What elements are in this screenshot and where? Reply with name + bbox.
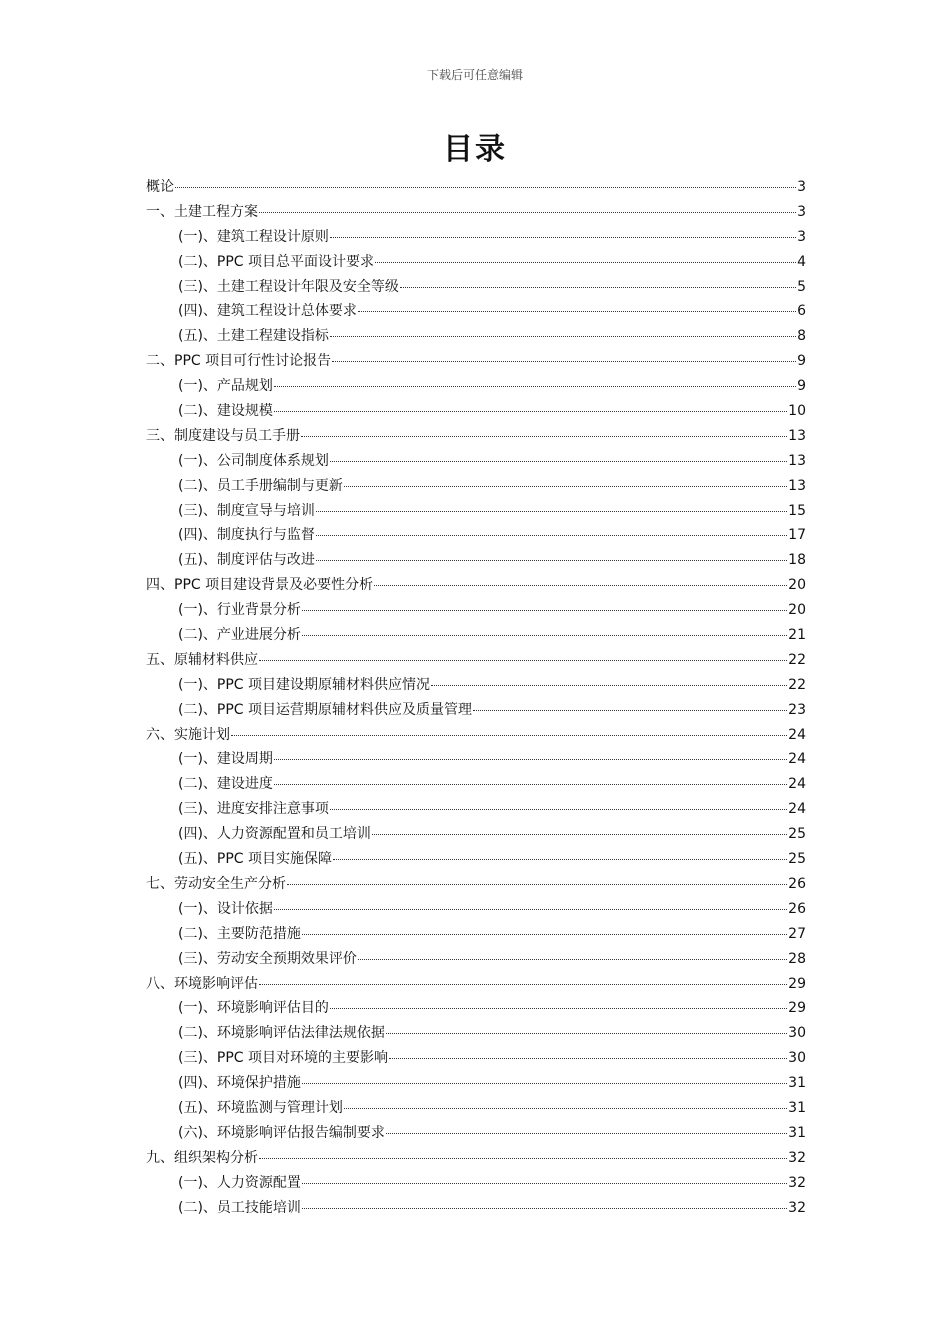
dot-leader xyxy=(259,211,796,213)
toc-entry-label: (三)、劳动安全预期效果评价 xyxy=(178,950,357,967)
toc-entry-label: (二)、建设规模 xyxy=(178,403,273,420)
toc-entry-page-number: 8 xyxy=(797,328,806,345)
dot-leader xyxy=(358,958,787,960)
toc-entry-label: (二)、员工手册编制与更新 xyxy=(178,477,343,494)
dot-leader xyxy=(332,360,796,362)
toc-entry-page-number: 9 xyxy=(797,378,806,395)
toc-entry[interactable] xyxy=(146,1121,806,1146)
toc-entry-page-number: 10 xyxy=(788,403,806,420)
toc-entry-page-number: 28 xyxy=(788,950,806,967)
toc-entry-page-number: 21 xyxy=(788,627,806,644)
toc-entry[interactable] xyxy=(146,424,806,449)
toc-entry-page-number: 26 xyxy=(788,900,806,917)
dot-leader xyxy=(274,908,787,910)
dot-leader xyxy=(386,1032,787,1034)
toc-entry[interactable] xyxy=(146,872,806,897)
toc-entry-label: (二)、建设进度 xyxy=(178,776,273,793)
toc-entry-label: (二)、主要防范措施 xyxy=(178,925,301,942)
dot-leader xyxy=(330,808,787,810)
toc-entry[interactable] xyxy=(146,972,806,997)
toc-entry[interactable] xyxy=(146,1171,806,1196)
toc-entry-page-number: 29 xyxy=(788,1000,806,1017)
toc-entry-label: 三、制度建设与员工手册 xyxy=(146,427,300,444)
toc-entry-page-number: 24 xyxy=(788,751,806,768)
dot-leader xyxy=(259,983,787,985)
toc-entry-label: (四)、建筑工程设计总体要求 xyxy=(178,303,357,320)
toc-entry-label: 四、PPC 项目建设背景及必要性分析 xyxy=(146,577,374,594)
toc-entry-label: (一)、行业背景分析 xyxy=(178,602,301,619)
toc-entry-page-number: 27 xyxy=(788,925,806,942)
toc-entry-page-number: 22 xyxy=(788,651,806,668)
toc-entry[interactable] xyxy=(146,324,806,349)
toc-entry[interactable] xyxy=(146,673,806,698)
dot-leader xyxy=(344,485,787,487)
dot-leader xyxy=(316,559,787,561)
toc-entry-page-number: 32 xyxy=(788,1174,806,1191)
toc-entry[interactable] xyxy=(146,797,806,822)
toc-entry-page-number: 3 xyxy=(797,203,806,220)
toc-entry[interactable] xyxy=(146,374,806,399)
toc-entry[interactable] xyxy=(146,598,806,623)
page-header: 下载后可任意编辑 xyxy=(426,68,523,82)
toc-entry-label: (一)、人力资源配置 xyxy=(178,1174,301,1191)
dot-leader xyxy=(301,435,787,437)
toc-entry[interactable] xyxy=(146,1021,806,1046)
dot-leader xyxy=(386,1132,787,1134)
toc-entry[interactable] xyxy=(146,1046,806,1071)
toc-entry-label: 七、劳动安全生产分析 xyxy=(146,875,286,892)
document-title: 目录 xyxy=(443,132,507,167)
dot-leader xyxy=(330,1007,787,1009)
dot-leader xyxy=(330,460,787,462)
toc-entry-page-number: 5 xyxy=(797,278,806,295)
dot-leader xyxy=(333,858,787,860)
dot-leader xyxy=(231,734,787,736)
toc-entry[interactable] xyxy=(146,1146,806,1171)
toc-entry[interactable] xyxy=(146,573,806,598)
toc-entry-label: (二)、员工技能培训 xyxy=(178,1199,301,1216)
toc-entry-page-number: 30 xyxy=(788,1025,806,1042)
toc-entry-page-number: 24 xyxy=(788,726,806,743)
toc-entry-label: (二)、PPC 项目运营期原辅材料供应及质量管理 xyxy=(178,701,473,718)
dot-leader xyxy=(316,534,787,536)
dot-leader xyxy=(274,385,796,387)
toc-entry[interactable] xyxy=(146,996,806,1021)
dot-leader xyxy=(344,1107,787,1109)
toc-entry-page-number: 31 xyxy=(788,1124,806,1141)
toc-entry-label: (一)、建设周期 xyxy=(178,751,273,768)
toc-entry-label: (一)、环境影响评估目的 xyxy=(178,1000,329,1017)
toc-entry-page-number: 6 xyxy=(797,303,806,320)
table-of-contents xyxy=(146,175,806,1220)
dot-leader xyxy=(330,236,796,238)
dot-leader xyxy=(389,1057,787,1059)
toc-entry[interactable] xyxy=(146,499,806,524)
toc-entry[interactable] xyxy=(146,399,806,424)
dot-leader xyxy=(302,609,787,611)
toc-entry-label: (五)、PPC 项目实施保障 xyxy=(178,851,333,868)
toc-entry-page-number: 20 xyxy=(788,577,806,594)
toc-entry-label: (三)、土建工程设计年限及安全等级 xyxy=(178,278,399,295)
toc-entry[interactable] xyxy=(146,449,806,474)
toc-entry[interactable] xyxy=(146,474,806,499)
toc-entry-label: (五)、土建工程建设指标 xyxy=(178,328,329,345)
toc-entry-label: (五)、制度评估与改进 xyxy=(178,552,315,569)
toc-entry-page-number: 20 xyxy=(788,602,806,619)
dot-leader xyxy=(316,510,787,512)
dot-leader xyxy=(302,1182,787,1184)
toc-entry-label: (五)、环境监测与管理计划 xyxy=(178,1099,343,1116)
toc-entry[interactable] xyxy=(146,523,806,548)
toc-entry[interactable] xyxy=(146,1196,806,1221)
toc-entry-label: (一)、公司制度体系规划 xyxy=(178,452,329,469)
dot-leader xyxy=(302,634,787,636)
toc-entry-page-number: 15 xyxy=(788,502,806,519)
toc-entry[interactable] xyxy=(146,772,806,797)
toc-entry-label: (二)、PPC 项目总平面设计要求 xyxy=(178,253,375,270)
toc-entry-label: (四)、制度执行与监督 xyxy=(178,527,315,544)
toc-entry-page-number: 3 xyxy=(797,228,806,245)
toc-entry[interactable] xyxy=(146,897,806,922)
toc-entry-page-number: 13 xyxy=(788,477,806,494)
toc-entry[interactable] xyxy=(146,648,806,673)
dot-leader xyxy=(274,758,787,760)
toc-entry[interactable] xyxy=(146,1071,806,1096)
dot-leader xyxy=(358,310,796,312)
toc-entry[interactable] xyxy=(146,623,806,648)
toc-entry[interactable] xyxy=(146,1096,806,1121)
toc-entry-page-number: 17 xyxy=(788,527,806,544)
toc-entry-page-number: 25 xyxy=(788,851,806,868)
toc-entry-page-number: 31 xyxy=(788,1075,806,1092)
toc-entry-page-number: 23 xyxy=(788,701,806,718)
toc-entry-label: (三)、进度安排注意事项 xyxy=(178,801,329,818)
toc-entry-page-number: 9 xyxy=(797,353,806,370)
dot-leader xyxy=(259,659,787,661)
toc-entry-label: (一)、产品规划 xyxy=(178,378,273,395)
dot-leader xyxy=(473,709,787,711)
toc-entry-label: (六)、环境影响评估报告编制要求 xyxy=(178,1124,385,1141)
dot-leader xyxy=(374,584,787,586)
dot-leader xyxy=(375,261,796,263)
toc-entry[interactable] xyxy=(146,822,806,847)
toc-entry-label: 一、土建工程方案 xyxy=(146,203,258,220)
toc-entry-page-number: 32 xyxy=(788,1149,806,1166)
toc-entry-page-number: 31 xyxy=(788,1099,806,1116)
toc-entry-label: 九、组织架构分析 xyxy=(146,1149,258,1166)
dot-leader xyxy=(287,883,787,885)
toc-entry-label: 二、PPC 项目可行性讨论报告 xyxy=(146,353,332,370)
toc-entry-page-number: 13 xyxy=(788,427,806,444)
toc-entry-label: 八、环境影响评估 xyxy=(146,975,258,992)
toc-entry-label: 六、实施计划 xyxy=(146,726,230,743)
toc-entry-label: (四)、人力资源配置和员工培训 xyxy=(178,826,371,843)
toc-entry-page-number: 24 xyxy=(788,776,806,793)
toc-entry-label: (二)、产业进展分析 xyxy=(178,627,301,644)
toc-entry[interactable] xyxy=(146,698,806,723)
toc-entry[interactable] xyxy=(146,175,806,200)
toc-entry-label: 五、原辅材料供应 xyxy=(146,651,258,668)
dot-leader xyxy=(400,286,796,288)
toc-entry[interactable] xyxy=(146,847,806,872)
toc-entry-label: (一)、PPC 项目建设期原辅材料供应情况 xyxy=(178,676,431,693)
toc-entry-page-number: 29 xyxy=(788,975,806,992)
toc-entry-label: (二)、环境影响评估法律法规依据 xyxy=(178,1025,385,1042)
dot-leader xyxy=(372,833,787,835)
toc-entry-label: (四)、环境保护措施 xyxy=(178,1075,301,1092)
toc-entry-page-number: 32 xyxy=(788,1199,806,1216)
toc-entry-label: (一)、建筑工程设计原则 xyxy=(178,228,329,245)
dot-leader xyxy=(302,933,787,935)
dot-leader xyxy=(175,186,796,188)
dot-leader xyxy=(274,783,787,785)
dot-leader xyxy=(274,410,787,412)
toc-entry-page-number: 4 xyxy=(797,253,806,270)
toc-entry[interactable] xyxy=(146,299,806,324)
toc-entry-page-number: 24 xyxy=(788,801,806,818)
toc-entry-page-number: 13 xyxy=(788,452,806,469)
dot-leader xyxy=(302,1082,787,1084)
toc-entry-label: (三)、PPC 项目对环境的主要影响 xyxy=(178,1050,389,1067)
dot-leader xyxy=(431,684,787,686)
toc-entry[interactable] xyxy=(146,723,806,748)
toc-entry[interactable] xyxy=(146,747,806,772)
dot-leader xyxy=(259,1157,787,1159)
toc-entry-label: 概论 xyxy=(146,179,174,195)
toc-entry[interactable] xyxy=(146,225,806,250)
toc-entry-page-number: 30 xyxy=(788,1050,806,1067)
toc-entry-label: (一)、设计依据 xyxy=(178,900,273,917)
toc-entry[interactable] xyxy=(146,250,806,275)
toc-entry-page-number: 18 xyxy=(788,552,806,569)
toc-entry[interactable] xyxy=(146,548,806,573)
toc-entry[interactable] xyxy=(146,349,806,374)
toc-entry[interactable] xyxy=(146,200,806,225)
toc-entry-page-number: 3 xyxy=(797,179,806,195)
toc-entry-page-number: 22 xyxy=(788,676,806,693)
toc-entry-page-number: 26 xyxy=(788,875,806,892)
dot-leader xyxy=(330,335,796,337)
toc-entry[interactable] xyxy=(146,922,806,947)
toc-entry[interactable] xyxy=(146,947,806,972)
toc-entry-page-number: 25 xyxy=(788,826,806,843)
dot-leader xyxy=(302,1207,787,1209)
toc-entry[interactable] xyxy=(146,275,806,300)
toc-entry-label: (三)、制度宣导与培训 xyxy=(178,502,315,519)
